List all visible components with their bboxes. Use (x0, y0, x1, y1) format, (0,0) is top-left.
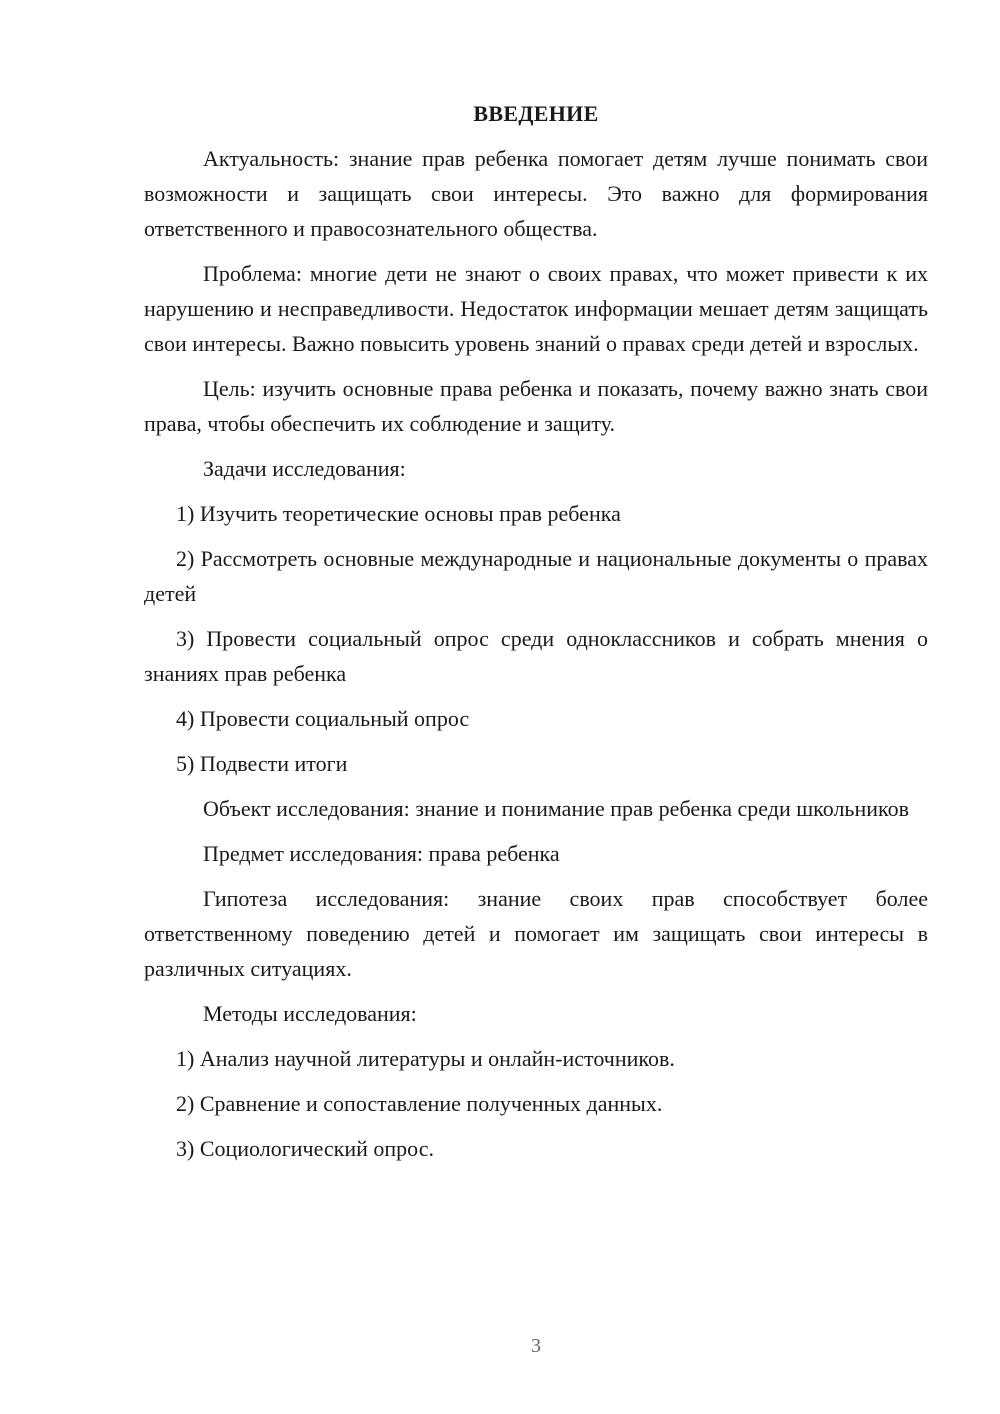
subject-paragraph: Предмет исследования: права ребенка (203, 841, 560, 866)
method-item: 2) Сравнение и сопоставление полученных данных. (176, 1091, 663, 1116)
goal-paragraph: Цель: изучить основные права ребенка и показать, почему важно знать свои права, чтобы обеспечить их соблюдение и защиту. (144, 376, 928, 436)
method-item: 1) Анализ научной литературы и онлайн-источников. (176, 1046, 675, 1071)
page-content (144, 96, 928, 1176)
page-number: 3 (531, 1335, 541, 1357)
object-paragraph: Объект исследования: знание и понимание прав ребенка среди школьников (203, 796, 909, 821)
task-item: 4) Провести социальный опрос (176, 706, 470, 731)
method-item: 3) Социологический опрос. (176, 1136, 434, 1161)
task-item: 3) Провести социальный опрос среди одноклассников и собрать мнения о знаниях прав ребенка (144, 626, 928, 686)
task-item: 1) Изучить теоретические основы прав ребенка (176, 501, 621, 526)
methods-heading: Методы исследования: (203, 1001, 417, 1026)
hypothesis-paragraph: Гипотеза исследования: знание своих прав способствует более ответственному поведению детей и помогает им защищать свои интересы в различных ситуациях. (144, 886, 928, 981)
tasks-heading: Задачи исследования: (203, 456, 406, 481)
page-title: ВВЕДЕНИЕ (473, 101, 599, 126)
task-item: 5) Подвести итоги (176, 751, 348, 776)
relevance-paragraph: Актуальность: знание прав ребенка помогает детям лучше понимать свои возможности и защищать свои интересы. Это важно для формирования ответственного и правосознательного общества. (144, 146, 928, 241)
problem-paragraph: Проблема: многие дети не знают о своих правах, что может привести к их нарушению и несправедливости. Недостаток информации мешает детям защищать свои интересы. Важно повысить уровень знаний о правах среди детей и взрослых. (144, 261, 928, 356)
task-item: 2) Рассмотреть основные международные и национальные документы о правах детей (144, 546, 928, 606)
